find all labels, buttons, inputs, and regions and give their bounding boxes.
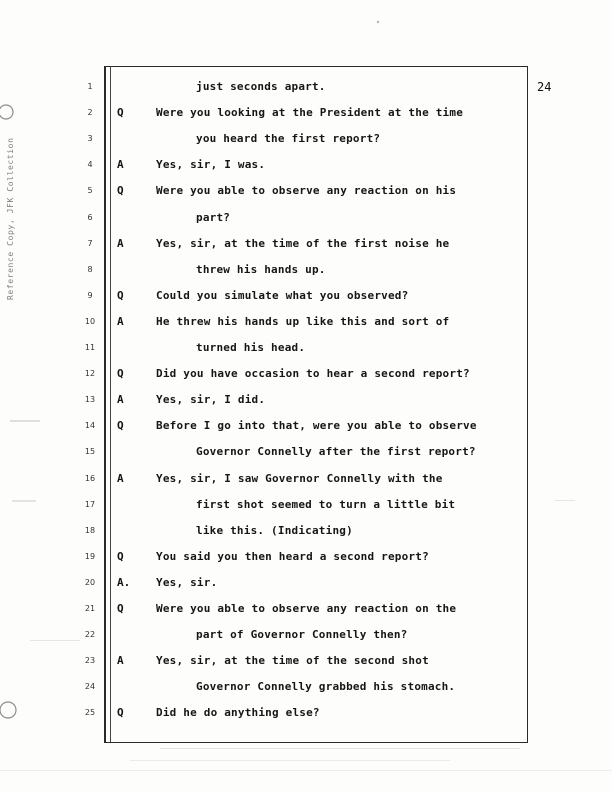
- transcript-line: [0, 654, 612, 674]
- line-number: 5: [87, 186, 93, 196]
- speaker-label: A: [117, 471, 124, 485]
- line-number: 15: [84, 447, 96, 457]
- speaker-label: Q: [117, 419, 124, 433]
- speaker-label: Q: [117, 549, 124, 563]
- testimony-text: He threw his hands up like this and sort of: [156, 314, 450, 328]
- transcript-line: [0, 706, 612, 726]
- testimony-text: turned his head.: [196, 341, 306, 354]
- speaker-label: A: [117, 158, 124, 172]
- speaker-label: Q: [117, 106, 124, 120]
- transcript-line: [0, 158, 612, 178]
- line-number: 16: [84, 473, 96, 483]
- transcript-line: [0, 498, 612, 518]
- testimony-text: part of Governor Connelly then?: [196, 628, 408, 642]
- testimony-text: you heard the first report?: [196, 132, 381, 146]
- speaker-label: Q: [117, 184, 124, 198]
- transcript-line: [0, 289, 612, 309]
- testimony-text: Yes, sir, I saw Governor Connelly with the: [156, 471, 443, 485]
- line-number: 6: [87, 212, 93, 222]
- line-number: 21: [84, 604, 96, 613]
- testimony-text: Before I go into that, were you able to observe: [156, 419, 477, 433]
- speaker-label: Q: [117, 288, 124, 302]
- testimony-text: Yes, sir.: [156, 575, 218, 589]
- line-number: 19: [84, 551, 96, 561]
- transcript-line: [0, 602, 612, 622]
- line-number: 14: [84, 421, 96, 431]
- line-number: 23: [84, 656, 96, 666]
- testimony-text: threw his hands up.: [196, 262, 326, 276]
- line-number: 13: [84, 395, 96, 405]
- transcript-line: [0, 524, 612, 544]
- testimony-text: Yes, sir, at the time of the first noise he: [156, 236, 450, 250]
- speaker-label: Q: [117, 706, 124, 720]
- line-number: 18: [84, 525, 96, 535]
- testimony-text: Yes, sir, I was.: [156, 158, 266, 172]
- testimony-text: like this. (Indicating): [196, 523, 353, 537]
- line-number: 2: [87, 108, 93, 118]
- testimony-text: Did you have occasion to hear a second report?: [156, 367, 470, 381]
- testimony-text: Governor Connelly grabbed his stomach.: [196, 680, 456, 694]
- transcript-line: [0, 315, 612, 335]
- transcript-line: [0, 472, 612, 492]
- transcript-line: [0, 550, 612, 570]
- testimony-text: Were you able to observe any reaction on his: [156, 184, 457, 198]
- transcript-line: [0, 80, 612, 100]
- testimony-text: Yes, sir, at the time of the second shot: [156, 654, 429, 668]
- transcript-line: [0, 184, 612, 204]
- transcript-line: [0, 628, 612, 648]
- line-number: 12: [84, 369, 96, 379]
- line-number: 20: [84, 577, 96, 587]
- speaker-label: Q: [117, 602, 124, 615]
- speaker-label: Q: [117, 367, 124, 381]
- line-number: 11: [84, 343, 96, 352]
- speaker-label: A: [117, 236, 124, 250]
- speaker-label: A.: [117, 575, 131, 589]
- transcript-line: [0, 132, 612, 152]
- line-number: 1: [87, 82, 93, 91]
- testimony-text: first shot seemed to turn a little bit: [196, 497, 456, 511]
- testimony-text: You said you then heard a second report?: [156, 549, 429, 563]
- testimony-text: just seconds apart.: [196, 80, 326, 93]
- line-number: 24: [84, 682, 96, 692]
- page-number: 24: [537, 80, 552, 94]
- transcript-line: [0, 367, 612, 387]
- transcript-line: [0, 576, 612, 596]
- line-number: 4: [87, 160, 93, 170]
- transcript-line: [0, 106, 612, 126]
- transcript-line: [0, 211, 612, 231]
- transcript-line: [0, 263, 612, 283]
- transcript-line: [0, 341, 612, 361]
- line-number: 8: [87, 264, 93, 274]
- testimony-text: Were you able to observe any reaction on the: [156, 602, 457, 615]
- line-number: 10: [84, 316, 96, 326]
- speaker-label: A: [117, 393, 124, 407]
- line-number: 22: [84, 630, 96, 640]
- line-number: 17: [84, 499, 96, 509]
- testimony-text: Could you simulate what you observed?: [156, 288, 409, 302]
- speaker-label: A: [117, 314, 124, 328]
- testimony-text: Did he do anything else?: [156, 706, 320, 720]
- line-number: 7: [87, 238, 93, 248]
- transcript-line: [0, 419, 612, 439]
- testimony-text: Were you looking at the President at the time: [156, 106, 464, 120]
- transcript-line: [0, 393, 612, 413]
- speaker-label: A: [117, 654, 124, 668]
- transcript-line: [0, 237, 612, 257]
- line-number: 25: [84, 708, 96, 718]
- testimony-text: part?: [196, 210, 231, 224]
- transcript-line: [0, 445, 612, 465]
- transcript-line: [0, 680, 612, 700]
- testimony-text: Yes, sir, I did.: [156, 393, 266, 407]
- line-number: 3: [87, 134, 93, 144]
- line-number: 9: [87, 290, 93, 300]
- testimony-text: Governor Connelly after the first report?: [196, 445, 476, 459]
- reference-copy-stamp: Reference Copy, JFK Collection: [6, 137, 15, 300]
